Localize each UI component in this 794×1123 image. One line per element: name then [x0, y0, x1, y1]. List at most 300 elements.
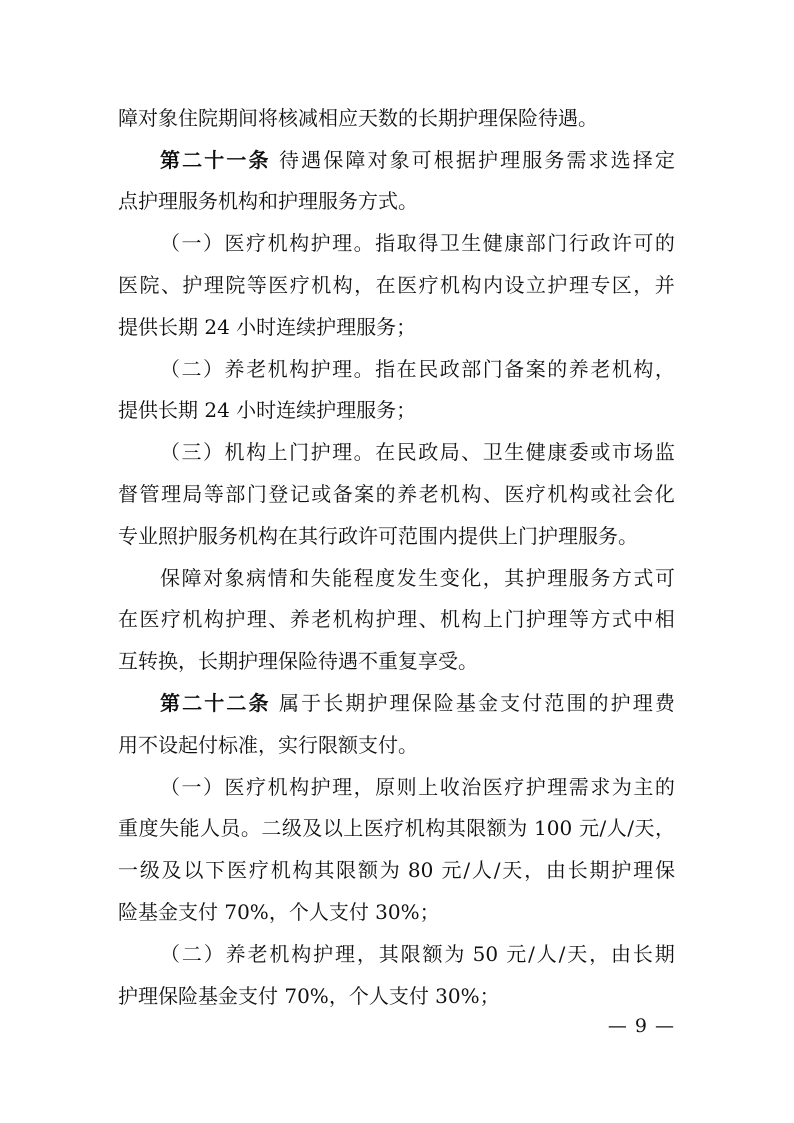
text-run: 支 — [178, 900, 198, 925]
text-run: ） — [203, 440, 224, 465]
text-run: 构 — [289, 231, 310, 256]
text-run: 服 — [578, 523, 598, 548]
text-run: 根 — [433, 147, 454, 172]
text-run: 属 — [279, 691, 300, 716]
text-line — [118, 933, 675, 975]
text-run: 。 — [578, 105, 598, 130]
text-run: 机 — [270, 858, 291, 883]
text-run: 重 — [118, 816, 138, 841]
text-run: 提 — [118, 314, 138, 339]
text-run: / — [463, 858, 471, 883]
text-run: 理 — [332, 774, 353, 799]
text-run: 和 — [289, 565, 310, 590]
text-run: 供 — [138, 398, 158, 423]
text-run: 构 — [354, 607, 375, 632]
text-run: 服 — [522, 147, 543, 172]
text-run: 围 — [566, 691, 587, 716]
text-run: 重 — [378, 649, 398, 674]
text-run: 支 — [328, 900, 349, 925]
text-run: 由 — [545, 858, 566, 883]
text-run: 疗 — [246, 231, 267, 256]
text-run: 失 — [310, 565, 331, 590]
text-run: 支 — [500, 691, 521, 716]
text-run: 服 — [568, 565, 589, 590]
text-run: 生 — [418, 565, 439, 590]
text-run: 供 — [138, 314, 158, 339]
text-run: 付 — [348, 900, 369, 925]
text-run: 以 — [183, 858, 204, 883]
text-run: 机 — [611, 356, 632, 381]
text-run: 构 — [461, 607, 482, 632]
text-run: 其 — [298, 523, 318, 548]
text-run: 健 — [482, 231, 503, 256]
text-run: 的 — [654, 774, 675, 799]
text-run: 一 — [181, 774, 202, 799]
text-run: 选 — [610, 147, 631, 172]
text-run: 100 — [527, 816, 579, 841]
text-run: ， — [353, 774, 374, 799]
text-line — [118, 640, 675, 682]
text-run: 护 — [316, 398, 337, 423]
text-run: 服 — [356, 314, 377, 339]
text-run: 对 — [138, 105, 158, 130]
text-run: 基 — [138, 900, 158, 925]
text-run: 立 — [525, 273, 546, 298]
text-run: 医 — [268, 273, 289, 298]
text-line — [118, 390, 675, 432]
text-run: 健 — [525, 440, 546, 465]
text-run: 机 — [218, 189, 238, 214]
text-run: 人 — [536, 941, 557, 966]
text-run: 险 — [118, 900, 138, 925]
text-run: 护 — [310, 231, 331, 256]
text-run: 上 — [418, 774, 439, 799]
text-run: 限 — [400, 941, 421, 966]
text-run: 的 — [588, 691, 609, 716]
text-run: 理 — [336, 398, 357, 423]
text-run: 务 — [598, 523, 618, 548]
text-run: / — [558, 941, 566, 966]
text-run: 门 — [246, 482, 267, 507]
text-run: 疗 — [246, 774, 267, 799]
text-run: 的 — [654, 231, 675, 256]
text-run: 理 — [158, 189, 178, 214]
text-run: 化 — [461, 565, 482, 590]
text-run: 卫 — [439, 231, 460, 256]
text-run: 康 — [504, 231, 525, 256]
text-run: 护 — [182, 273, 203, 298]
text-run: 构 — [289, 774, 310, 799]
text-run: 和 — [258, 189, 278, 214]
text-run: 额 — [338, 732, 358, 757]
text-run: 理 — [298, 189, 318, 214]
text-run: 指 — [375, 356, 396, 381]
text-run: 。 — [398, 732, 418, 757]
text-run: 疗 — [525, 482, 546, 507]
text-run: 人 — [368, 983, 389, 1008]
text-run: 护 — [310, 440, 331, 465]
text-run: 个 — [348, 983, 369, 1008]
text-run: 连 — [276, 398, 297, 423]
text-run: 在 — [375, 440, 396, 465]
text-run: 的 — [547, 356, 568, 381]
text-run: 供 — [478, 523, 498, 548]
text-run: 或 — [590, 482, 611, 507]
text-run: 等 — [246, 273, 267, 298]
text-run: 理 — [397, 607, 418, 632]
text-run: 发 — [396, 565, 417, 590]
text-run: 理 — [632, 691, 653, 716]
text-run: 人 — [308, 900, 329, 925]
text-run: 障 — [118, 105, 138, 130]
text-run: 起 — [178, 732, 198, 757]
text-run: 及 — [161, 858, 182, 883]
text-line — [118, 264, 675, 306]
document-body — [118, 97, 675, 1017]
text-run: 为 — [444, 941, 465, 966]
text-run: 备 — [504, 356, 525, 381]
text-run: 其 — [378, 941, 399, 966]
text-run: 理 — [336, 314, 357, 339]
text-run: 象 — [224, 565, 245, 590]
text-run: 医 — [227, 858, 248, 883]
text-run: 长 — [418, 105, 438, 130]
article-heading-run: 第 — [160, 147, 180, 172]
text-run: ， — [654, 356, 675, 381]
text-run: 长 — [567, 858, 588, 883]
text-run: 式 — [611, 607, 632, 632]
text-run: 择 — [632, 147, 653, 172]
text-run: 保 — [654, 858, 675, 883]
text-run: 三 — [181, 440, 202, 465]
text-run: 可 — [633, 231, 654, 256]
text-run: 理 — [389, 691, 410, 716]
text-run: 养 — [397, 482, 418, 507]
text-run: 理 — [246, 607, 267, 632]
text-run: 障 — [345, 147, 366, 172]
text-run: 的 — [398, 105, 418, 130]
text-run: 生 — [504, 440, 525, 465]
text-run: 能 — [179, 816, 200, 841]
text-run: / — [528, 941, 535, 966]
text-run: 一 — [118, 858, 138, 883]
text-run: 待 — [318, 649, 338, 674]
text-line — [118, 306, 675, 348]
text-line — [118, 682, 675, 724]
text-run: 象 — [389, 147, 410, 172]
text-run: 医 — [224, 231, 245, 256]
text-run: 民 — [418, 356, 439, 381]
text-run: 构 — [203, 607, 224, 632]
text-run: 期 — [178, 314, 198, 339]
text-run: 理 — [547, 774, 568, 799]
text-run: 额 — [422, 941, 443, 966]
text-run: 其 — [314, 858, 335, 883]
text-run: 象 — [158, 105, 178, 130]
text-run: 障 — [181, 565, 202, 590]
text-run: 长 — [158, 398, 178, 423]
text-run: 场 — [633, 440, 654, 465]
text-run: 机 — [267, 356, 288, 381]
article-heading-run: 二 — [226, 691, 247, 716]
text-run: 理 — [160, 482, 181, 507]
text-run: 理 — [633, 858, 654, 883]
text-run: 构 — [238, 189, 258, 214]
text-run: 机 — [267, 231, 288, 256]
text-run: 设 — [504, 273, 525, 298]
text-run: 二 — [261, 816, 282, 841]
text-run: 机 — [404, 816, 425, 841]
text-run: 医 — [139, 607, 160, 632]
text-run: 50 — [466, 941, 505, 966]
text-run: 付 — [198, 732, 218, 757]
text-run: 长 — [198, 649, 218, 674]
text-run: 疗 — [248, 858, 269, 883]
text-run: 院 — [225, 273, 246, 298]
text-run: 级 — [281, 816, 302, 841]
text-run: 服 — [198, 523, 218, 548]
text-run: 门 — [547, 231, 568, 256]
text-run: 构 — [292, 858, 313, 883]
text-run: 费 — [654, 691, 675, 716]
text-run: ； — [419, 900, 440, 925]
text-run: 准 — [238, 732, 258, 757]
text-run: 理 — [138, 983, 158, 1008]
text-run: 取 — [396, 231, 417, 256]
text-run: 护 — [138, 189, 158, 214]
text-run: 在 — [278, 523, 298, 548]
text-run: 转 — [138, 649, 158, 674]
text-run: 方 — [358, 189, 378, 214]
text-run: 局 — [182, 482, 203, 507]
text-run: 部 — [525, 231, 546, 256]
text-run: 内 — [438, 523, 458, 548]
text-run: 门 — [289, 440, 310, 465]
text-run: ， — [178, 649, 198, 674]
text-run: 、 — [160, 273, 181, 298]
text-run: 由 — [611, 941, 632, 966]
text-run: / — [627, 816, 635, 841]
text-run: 保 — [278, 649, 298, 674]
text-run: 社 — [611, 482, 632, 507]
text-run: 机 — [267, 774, 288, 799]
text-run: 理 — [332, 440, 353, 465]
text-run: 务 — [218, 523, 238, 548]
text-run: 元 — [506, 941, 527, 966]
text-run: 险 — [518, 105, 538, 130]
text-run: 养 — [289, 607, 310, 632]
text-run: 护 — [313, 941, 334, 966]
text-line — [118, 515, 675, 557]
text-run: 换 — [158, 649, 178, 674]
text-run: ， — [354, 273, 375, 298]
text-run: 。 — [353, 356, 374, 381]
text-run: 30% — [428, 983, 480, 1008]
text-run: 护 — [310, 356, 331, 381]
text-run: 需 — [566, 147, 587, 172]
text-run: 以 — [322, 816, 343, 841]
text-run: 二 — [181, 356, 202, 381]
text-run: 付 — [258, 983, 278, 1008]
text-run: 监 — [654, 440, 675, 465]
text-run: 上 — [343, 816, 364, 841]
text-run: 小 — [236, 314, 257, 339]
text-run: 待 — [538, 105, 558, 130]
text-run: 情 — [267, 565, 288, 590]
text-run: 理 — [335, 941, 355, 966]
text-run: 医 — [224, 774, 245, 799]
text-run: 元 — [579, 816, 600, 841]
text-run: 务 — [198, 189, 218, 214]
text-run: 理 — [478, 105, 498, 130]
text-run: 遇 — [301, 147, 322, 172]
text-run: 或 — [311, 482, 332, 507]
text-run: 不 — [358, 649, 378, 674]
text-run: 疗 — [418, 273, 439, 298]
text-run: 方 — [590, 607, 611, 632]
text-run: 个 — [288, 900, 309, 925]
text-run: 上 — [482, 607, 503, 632]
article-heading-run: 十 — [204, 691, 225, 716]
text-run: （ — [160, 440, 180, 465]
text-run: 理 — [258, 649, 278, 674]
text-run: 。 — [458, 649, 478, 674]
text-run: 院 — [198, 105, 218, 130]
text-run: 委 — [568, 440, 589, 465]
text-run: 、 — [482, 482, 503, 507]
text-run: 80 — [401, 858, 440, 883]
text-run: 对 — [203, 565, 224, 590]
text-run: 付 — [408, 983, 429, 1008]
text-run: 为 — [507, 816, 528, 841]
text-run: 享 — [418, 649, 438, 674]
article-heading-run: 二 — [182, 147, 203, 172]
text-run: 。 — [353, 440, 374, 465]
text-run: 保 — [411, 691, 432, 716]
text-run: 护 — [547, 273, 568, 298]
text-run: 标 — [218, 732, 238, 757]
text-run: 门 — [482, 356, 503, 381]
text-run: 疗 — [160, 607, 181, 632]
text-run: 会 — [633, 482, 654, 507]
text-run: 备 — [332, 482, 353, 507]
text-run: 间 — [238, 105, 258, 130]
text-run: 务 — [338, 189, 358, 214]
text-run: 式 — [633, 565, 654, 590]
text-run: 时 — [256, 398, 277, 423]
text-run: 期 — [345, 691, 366, 716]
text-run: （ — [160, 231, 180, 256]
text-run: 养 — [568, 356, 589, 381]
text-run: ， — [268, 900, 289, 925]
text-run: 。 — [353, 231, 374, 256]
text-run: 主 — [633, 774, 654, 799]
text-run: 老 — [311, 607, 332, 632]
text-run: 收 — [439, 774, 460, 799]
text-run: ， — [633, 273, 654, 298]
text-run: 不 — [138, 732, 158, 757]
text-run: 治 — [461, 774, 482, 799]
text-run: 化 — [654, 482, 675, 507]
text-run: ； — [479, 983, 500, 1008]
article-heading-run: 条 — [248, 691, 269, 716]
text-run: 金 — [158, 900, 178, 925]
text-line — [118, 975, 675, 1017]
text-run: 指 — [375, 231, 396, 256]
text-run: 范 — [544, 691, 565, 716]
text-run: 提 — [458, 523, 478, 548]
text-run: 务 — [376, 398, 397, 423]
text-run: 下 — [205, 858, 226, 883]
text-run: 理 — [568, 273, 589, 298]
text-run: 机 — [182, 607, 203, 632]
text-run: 区 — [611, 273, 632, 298]
text-run: 专 — [118, 523, 138, 548]
article-heading-run: 十 — [204, 147, 225, 172]
text-line — [118, 849, 675, 891]
text-run: 期 — [178, 398, 198, 423]
text-run: 实 — [278, 732, 298, 757]
text-run: / — [493, 858, 501, 883]
text-run: 金 — [478, 691, 498, 716]
text-run: 付 — [198, 900, 218, 925]
text-run: 基 — [455, 691, 476, 716]
text-run: 为 — [611, 774, 632, 799]
text-run: 机 — [440, 482, 461, 507]
text-run: 续 — [296, 398, 317, 423]
text-run: 、 — [461, 440, 482, 465]
text-run: 遇 — [558, 105, 578, 130]
text-run: 理 — [500, 147, 521, 172]
text-line — [118, 766, 675, 808]
text-run: 将 — [258, 105, 278, 130]
text-run: 理 — [332, 356, 353, 381]
text-run: 并 — [654, 273, 675, 298]
text-run: 构 — [246, 440, 267, 465]
text-run: 构 — [461, 482, 482, 507]
text-run: 长 — [323, 691, 344, 716]
text-run: 连 — [276, 314, 297, 339]
text-line — [118, 181, 675, 223]
text-run: ） — [203, 941, 224, 966]
text-run: 得 — [418, 231, 439, 256]
text-run: 护 — [538, 523, 558, 548]
text-run: 员 — [220, 816, 241, 841]
text-run: 记 — [289, 482, 310, 507]
text-run: 保 — [323, 147, 344, 172]
text-run: 互 — [118, 649, 138, 674]
text-run: 构 — [332, 273, 353, 298]
text-run: 医 — [397, 273, 418, 298]
text-run: 机 — [440, 273, 461, 298]
text-run: 护 — [525, 565, 546, 590]
text-run: 护 — [525, 774, 546, 799]
text-run: 支 — [238, 983, 258, 1008]
text-run: ； — [396, 398, 417, 423]
text-run: 机 — [224, 440, 245, 465]
text-run: 。 — [240, 816, 261, 841]
text-run: 服 — [318, 189, 338, 214]
text-run: 部 — [225, 482, 246, 507]
text-run: 业 — [138, 523, 158, 548]
text-run: 减 — [298, 105, 318, 130]
text-run: 期 — [218, 649, 238, 674]
text-run: 设 — [158, 732, 178, 757]
text-run: 用 — [118, 732, 138, 757]
text-run: 期 — [654, 941, 675, 966]
text-run: 医 — [118, 273, 138, 298]
text-run: 付 — [522, 691, 543, 716]
